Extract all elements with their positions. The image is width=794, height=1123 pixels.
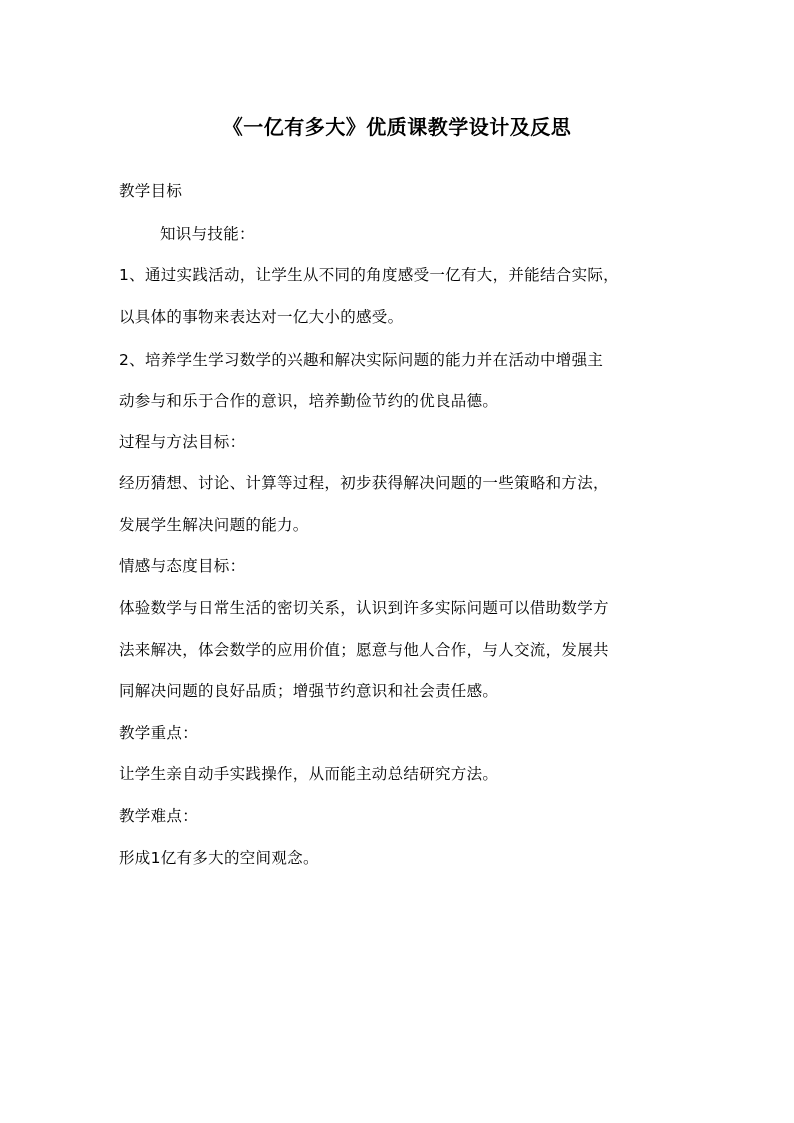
paragraph-line: 发展学生解决问题的能力。 xyxy=(119,516,309,534)
paragraph-line: 1、通过实践活动，让学生从不同的角度感受一亿有大，并能结合实际， xyxy=(119,266,619,284)
paragraph-line: 让学生亲自动手实践操作，从而能主动总结研究方法。 xyxy=(119,765,499,783)
heading-difficulties: 教学难点： xyxy=(119,807,199,825)
paragraph-line: 动参与和乐于合作的意识，培养勤俭节约的优良品德。 xyxy=(119,392,499,410)
document-title: 《一亿有多大》优质课教学设计及反思 xyxy=(222,115,572,139)
heading-emotion-attitude: 情感与态度目标： xyxy=(119,557,246,575)
heading-teaching-goals: 教学目标 xyxy=(119,182,183,200)
paragraph-line: 经历猜想、讨论、计算等过程，初步获得解决问题的一些策略和方法， xyxy=(119,474,609,492)
paragraph-line: 以具体的事物来表达对一亿大小的感受。 xyxy=(119,308,404,326)
paragraph-line: 法来解决，体会数学的应用价值；愿意与他人合作，与人交流，发展共 xyxy=(119,641,609,659)
heading-process-methods: 过程与方法目标： xyxy=(119,433,246,451)
heading-knowledge-skills: 知识与技能： xyxy=(160,225,255,243)
paragraph-line: 形成1亿有多大的空间观念。 xyxy=(119,849,319,867)
paragraph-line: 体验数学与日常生活的密切关系，认识到许多实际问题可以借助数学方 xyxy=(119,599,609,617)
paragraph-line: 2、培养学生学习数学的兴趣和解决实际问题的能力并在活动中增强主 xyxy=(119,351,604,369)
heading-key-points: 教学重点： xyxy=(119,724,199,742)
paragraph-line: 同解决问题的良好品质；增强节约意识和社会责任感。 xyxy=(119,682,499,700)
